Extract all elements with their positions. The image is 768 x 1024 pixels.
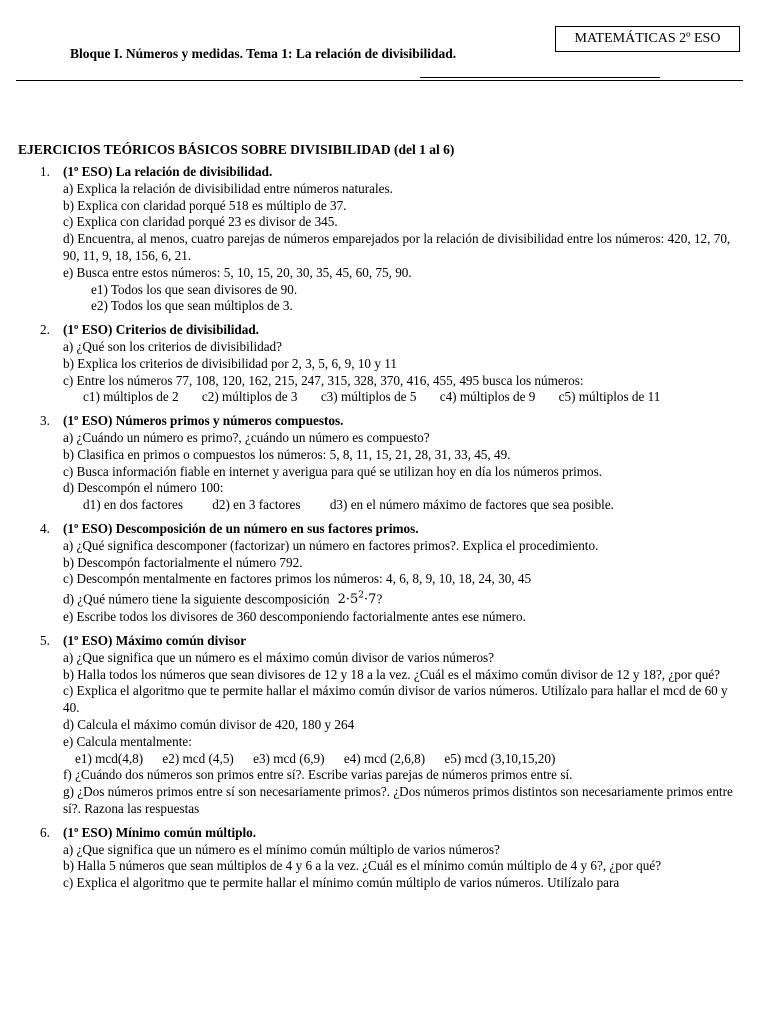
exercise-subitem: e3) mcd (6,9) [253, 750, 325, 766]
exercise-item: b) Explica los criterios de divisibilidad por 2, 3, 5, 6, 9, 10 y 11 [63, 355, 397, 371]
exercise-title: (1º ESO) Números primos y números compuestos. [63, 413, 344, 429]
exercise-number: 1. [40, 164, 50, 179]
exercise-title: (1º ESO) Criterios de divisibilidad. [63, 322, 259, 338]
exercise-2 [0, 322, 768, 406]
exercise-subitem: c3) múltiplos de 5 [320, 389, 417, 405]
exercise-item [63, 588, 768, 609]
exercise-subitem: e5) mcd (3,10,15,20) [444, 750, 556, 766]
exercise-number: 2. [40, 322, 50, 338]
exercise-item: c) Explica con claridad porqué 23 es divisor de 345. [63, 214, 338, 230]
exercise-item: c) Explica el algoritmo que te permite hallar el máximo común divisor de varios números. Utilízalo para hallar el mcd de 60 y 40. [63, 683, 728, 716]
exercise-number: 6. [40, 824, 50, 840]
exercise-item: c) Entre los números 77, 108, 120, 162, 215, 247, 315, 328, 370, 416, 455, 495 busca los números: [63, 372, 584, 388]
exercise-subitem-row [63, 751, 768, 768]
exercise-item: b) Halla 5 números que sean múltiplos de 4 y 6 a la vez. ¿Cuál es el mínimo común múltiplo de 4 y 6?, ¿por qué? [63, 858, 662, 874]
exercise-subitem: c1) múltiplos de 2 [83, 389, 179, 405]
exercise-item: e) Busca entre estos números: 5, 10, 15, 20, 30, 35, 45, 60, 75, 90. [63, 264, 412, 280]
exercise-subitem: d2) en 3 factores [212, 497, 301, 513]
exercise-title: (1º ESO) Máximo común divisor [63, 633, 247, 649]
exercise-subitem: c5) múltiplos de 11 [558, 389, 661, 405]
document-header: Bloque I. Números y medidas. Tema 1: La relación de divisibilidad. [70, 46, 457, 61]
exercise-item: a) ¿Cuándo un número es primo?, ¿cuándo un número es compuesto? [63, 429, 430, 445]
exercise-item: b) Clasifica en primos o compuestos los números: 5, 8, 11, 15, 21, 28, 31, 33, 45, 49. [63, 446, 511, 462]
exercise-title: (1º ESO) Mínimo común múltiplo. [63, 824, 257, 840]
exercise-item: d) Encuentra, al menos, cuatro parejas de números emparejados por la relación de divisibilidad entre los números: 420, 12, 70, 90, 11, 9, 18, 156, 6, 21. [63, 231, 731, 263]
exercise-subitem: c2) múltiplos de 3 [201, 389, 298, 405]
header-underline [420, 77, 660, 78]
math-formula: $2\cdot 5^2\cdot 7$ [337, 591, 377, 608]
exercise-item: a) ¿Que significa que un número es el mínimo común múltiplo de varios números? [63, 841, 500, 857]
exercise-subitem: e4) mcd (2,6,8) [343, 750, 426, 766]
course-badge: MATEMÁTICAS 2º ESO [555, 26, 740, 52]
exercise-subitem: e2) Todos los que sean múltiplos de 3. [91, 298, 293, 314]
exercise-subitem: e2) mcd (4,5) [162, 750, 234, 766]
exercise-number: 5. [40, 633, 50, 649]
exercise-title: (1º ESO) La relación de divisibilidad. [63, 164, 273, 179]
exercise-item: c) Descompón mentalmente en factores primos los números: 4, 6, 8, 9, 10, 18, 24, 30, 45 [63, 571, 532, 587]
header-divider [16, 80, 743, 81]
exercise-item: a) Explica la relación de divisibilidad entre números naturales. [63, 180, 393, 196]
exercise-item: d) Descompón el número 100: [63, 480, 224, 496]
exercise-title: (1º ESO) Descomposición de un número en sus factores primos. [63, 520, 419, 536]
exercise-item: b) Explica con claridad porqué 518 es múltiplo de 37. [63, 197, 347, 213]
exercise-item: b) Descompón factorialmente el número 792. [63, 554, 303, 570]
exercise-1 [0, 164, 768, 315]
exercise-subitem: e1) mcd(4,8) [75, 750, 144, 766]
exercise-item: e) Calcula mentalmente: [63, 733, 192, 749]
question-mark: ? [376, 591, 383, 607]
exercise-subitem: e1) Todos los que sean divisores de 90. [91, 281, 298, 297]
exercise-item: e) Escribe todos los divisores de 360 descomponiendo factorialmente antes ese número. [63, 609, 526, 625]
exercise-item: b) Halla todos los números que sean divisores de 12 y 18 a la vez. ¿Cuál es el máximo común divisor de 12 y 18?, ¿por qué? [63, 666, 721, 682]
exercise-4 [0, 521, 768, 626]
exercise-subitem: c4) múltiplos de 9 [439, 389, 536, 405]
exercise-list [0, 164, 768, 899]
exercise-item: c) Busca información fiable en internet y averigua para qué se utilizan hoy en día los números primos. [63, 463, 603, 479]
exercise-number: 3. [40, 413, 50, 429]
section-title: EJERCICIOS TEÓRICOS BÁSICOS SOBRE DIVISIBILIDAD (del 1 al 6) [18, 142, 455, 157]
exercise-6 [0, 825, 768, 892]
exercise-item: d) Calcula el máximo común divisor de 420, 180 y 264 [63, 717, 355, 733]
exercise-subitem: d3) en el número máximo de factores que sea posible. [329, 497, 614, 513]
exercise-5 [0, 633, 768, 818]
exercise-item: c) Explica el algoritmo que te permite hallar el mínimo común múltiplo de varios números. Utilízalo para [63, 875, 620, 891]
exercise-subitem-row [63, 497, 768, 514]
exercise-item: a) ¿Qué son los criterios de divisibilidad? [63, 338, 283, 354]
exercise-subitem: d1) en dos factores [83, 497, 183, 513]
exercise-item: f) ¿Cuándo dos números son primos entre sí?. Escribe varias parejas de números primos entre sí. [63, 767, 573, 783]
exercise-3 [0, 413, 768, 514]
exercise-item: g) ¿Dos números primos entre sí son necesariamente primos?. ¿Dos números primos distintos son necesariamente primos entre sí?. Razona las respuestas [63, 784, 733, 817]
exercise-number: 4. [40, 520, 50, 536]
exercise-item: a) ¿Qué significa descomponer (factorizar) un número en factores primos?. Explica el procedimiento. [63, 537, 599, 553]
exercise-item: a) ¿Que significa que un número es el máximo común divisor de varios números? [63, 649, 495, 665]
exercise-subitem-row [63, 389, 768, 406]
exercise-item-text: d) ¿Qué número tiene la siguiente descomposición [63, 591, 330, 607]
